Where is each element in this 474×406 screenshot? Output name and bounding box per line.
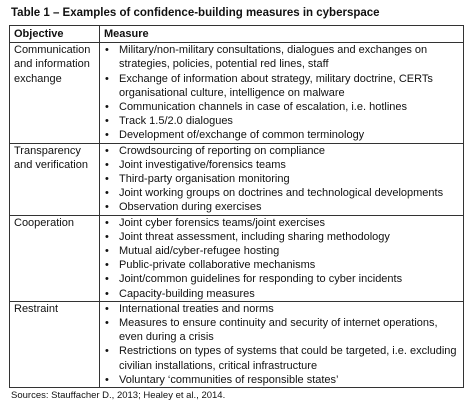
measure-item: • Track 1.5/2.0 dialogues <box>104 114 460 128</box>
measure-item: • Observation during exercises <box>104 200 460 214</box>
measure-item: • Joint investigative/forensics teams <box>104 158 460 172</box>
table-row <box>10 43 464 143</box>
measure-item: • Public-private collaborative mechanisms <box>104 258 460 272</box>
measure-item: • Communication channels in case of escalation, i.e. hotlines <box>104 100 460 114</box>
measure-list <box>104 144 460 215</box>
measure-list <box>104 216 460 301</box>
measure-cell <box>100 215 464 301</box>
source-note: Sources: Stauffacher D., 2013; Healey et al., 2014. <box>11 390 226 402</box>
objective-cell: Cooperation <box>10 215 100 301</box>
measure-item: • Mutual aid/cyber-refugee hosting <box>104 244 460 258</box>
measure-item: • Capacity-building measures <box>104 287 460 301</box>
measure-cell <box>100 43 464 143</box>
objective-cell: Communication and information exchange <box>10 43 100 143</box>
measure-list <box>104 302 460 387</box>
table-title: Table 1 – Examples of confidence-building measures in cyberspace <box>11 7 380 19</box>
measure-cell <box>100 143 464 215</box>
measure-list <box>104 43 460 142</box>
measure-item: • Joint working groups on doctrines and technological developments <box>104 186 460 200</box>
table-header-row <box>10 26 464 43</box>
cbm-table <box>9 25 464 388</box>
header-measure: Measure <box>100 26 464 43</box>
measure-item: • Joint/common guidelines for responding to cyber incidents <box>104 272 460 286</box>
table-row <box>10 143 464 215</box>
header-objective: Objective <box>10 26 100 43</box>
objective-cell: Restraint <box>10 301 100 387</box>
measure-item: • Third-party organisation monitoring <box>104 172 460 186</box>
measure-item: • Restrictions on types of systems that could be targeted, i.e. excluding civilian installations, critical infrastructure <box>104 344 460 372</box>
table-row <box>10 301 464 387</box>
measure-item: • International treaties and norms <box>104 302 460 316</box>
table-row <box>10 215 464 301</box>
measure-item: • Crowdsourcing of reporting on compliance <box>104 144 460 158</box>
measure-item: • Joint threat assessment, including sharing methodology <box>104 230 460 244</box>
measure-item: • Development of/exchange of common terminology <box>104 128 460 142</box>
objective-cell: Transparency and verification <box>10 143 100 215</box>
measure-item: • Voluntary ‘communities of responsible states’ <box>104 373 460 387</box>
measure-item: • Measures to ensure continuity and security of internet operations, even during a crisis <box>104 316 460 344</box>
measure-item: • Military/non-military consultations, dialogues and exchanges on strategies, policies, potential red lines, staff <box>104 43 460 71</box>
measure-item: • Exchange of information about strategy, military doctrine, CERTs organisational culture, intelligence on malware <box>104 72 460 100</box>
measure-item: • Joint cyber forensics teams/joint exercises <box>104 216 460 230</box>
measure-cell <box>100 301 464 387</box>
